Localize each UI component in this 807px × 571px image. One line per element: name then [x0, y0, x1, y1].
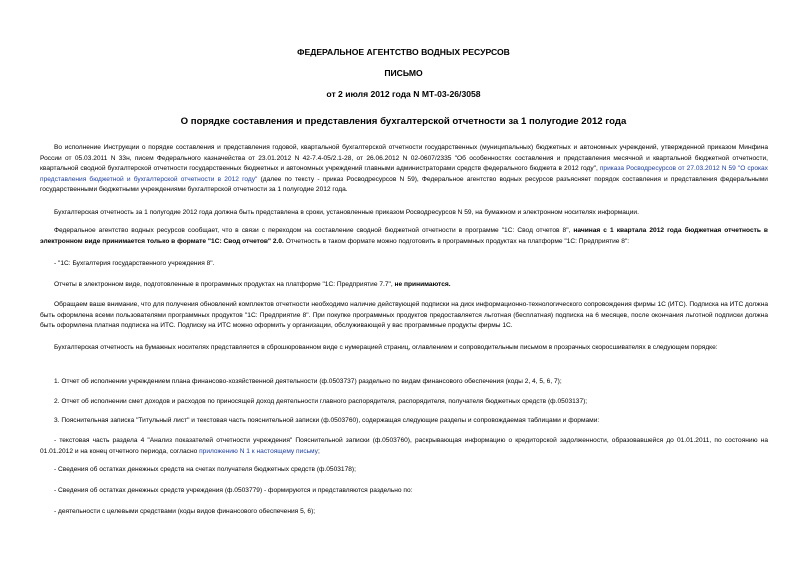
paragraph-3: [40, 226, 768, 247]
paragraph-2: Бухгалтерская отчетность за 1 полугодие 2012 года должна быть представлена в сроки, установленные приказом Росводресурсов N 59, на бумажном и электронном носителях информации.: [54, 209, 639, 216]
paragraph-4: - "1С: Бухгалтерия государственного учреждения 8".: [54, 260, 215, 267]
paragraph-13: - Сведения об остатках денежных средств учреждения (ф.0503779) - формируются и представляются раздельно по:: [54, 487, 413, 494]
order-59-link[interactable]: приказа Росводресурсов от 27.03.2012 N 59 "О сроках представления бюджетной и бухгалтерской отчетности в 2012 году": [40, 165, 768, 183]
paragraph-5-bold: не принимаются.: [394, 281, 451, 288]
paragraph-1-text-b: (далее по тексту - приказ Росводресурсов N 59), Федеральное агентство водных ресурсов разъясняет порядок составления и представления федеральными государственными бюджетными учреждениями бухгалтерской отчетности за 1 полугодие 2012 года.: [40, 175, 768, 194]
document-title: О порядке составления и представления бухгалтерской отчетности за 1 полугодие 2012 года: [180, 116, 627, 127]
paragraph-14: - деятельности с целевыми средствами (коды видов финансового обеспечения 5, 6);: [54, 508, 316, 515]
paragraph-12: - Сведения об остатках денежных средств на счетах получателя бюджетных средств (ф.0503178);: [54, 466, 356, 473]
paragraph-11: [40, 436, 768, 457]
paragraph-7: Бухгалтерская отчетность на бумажных носителях представляется в сброшюрованном виде с нумерацией страниц, оглавлением и сопроводительным письмом в прозрачных скоросшивателях в следующем порядке:: [54, 344, 718, 351]
paragraph-1-text-a: Во исполнение Инструкции о порядке составления и представления годовой, квартальной бухгалтерской отчетности государственных (муниципальных) бюджетных и автономных учреждений, утвержденной приказом Минфина России от 05.03.2011 N 33н, писем Федерального казначейства от 23.01.2012 N 42-7.4-05/2.1-28, от 26.06.2012 N 02-0607/2335 "Об особенностях составления и представления месячной и квартальной бюджетной отчетности, квартальной сводной бухгалтерской отчетности государственных бюджетных и автономных учреждений главными администраторами средств федерального бюджета в 2012 году",: [40, 144, 768, 173]
document-type: ПИСЬМО: [384, 68, 423, 78]
agency-name: ФЕДЕРАЛЬНОЕ АГЕНТСТВО ВОДНЫХ РЕСУРСОВ: [297, 47, 510, 57]
paragraph-9: 2. Отчет об исполнении смет доходов и расходов по приносящей доход деятельности главного распорядителя, распорядителя, получателя бюджетных средств (ф.0503137);: [54, 398, 588, 405]
document-date-number: от 2 июля 2012 года N МТ-03-26/3058: [326, 89, 481, 99]
paragraph-11-text-a: - текстовая часть раздела 4 "Анализ показателей отчетности учреждения" Пояснительной записки (ф.0503760), раскрывающая информацию о кредиторской задолженности, образовавшейся до 01.01.2011, по состоянию на 01.01.2012 и на конец отчетного периода, согласно: [40, 437, 768, 455]
paragraph-11-text-b: ;: [317, 447, 320, 455]
paragraph-5: [40, 280, 768, 291]
paragraph-10: 3. Пояснительная записка "Титульный лист" и текстовая часть пояснительной записки (ф.0503760), содержащая следующие разделы и сопровождаемая таблицами и формами:: [54, 417, 600, 424]
paragraph-8: 1. Отчет об исполнении учреждением плана финансово-хозяйственной деятельности (ф.0503737) раздельно по видам финансового обеспечения (коды 2, 4, 5, 6, 7);: [54, 378, 562, 385]
paragraph-6: Обращаем ваше внимание, что для получения обновлений комплектов отчетности необходимо наличие действующей подписки на диск информационно-технологического сопровождения фирмы 1С (ИТС). Подписка на ИТС должна быть оформлена всеми пользователями программных продуктов "1С: Предприятие 8". При покупке программных продуктов предоставляется льготная (бесплатная) подписка на 6 месяцев, после окончания льготной подписки должна быть оформлена платная подписка на ИТС. Подписку на ИТС можно оформить у организации, обслуживающей у вас программные продукты фирмы 1С.: [40, 301, 768, 330]
paragraph-1: [40, 143, 768, 196]
paragraph-3-text-a: Федеральное агентство водных ресурсов сообщает, что в связи с переходом на составление сводной бюджетной отчетности в программе "1С: Свод отчетов 8",: [54, 227, 574, 234]
paragraph-3-text-b: Отчетность в таком формате можно подготовить в программных продуктах на платформе "1С: Предприятие 8":: [283, 237, 630, 245]
paragraph-3-bold: начиная с 1 квартала 2012 года бюджетная отчетность в электронном виде принимается только в формате "1С: Свод отчетов" 2.0.: [40, 227, 768, 245]
appendix-1-link[interactable]: приложению N 1 к настоящему письму: [199, 447, 318, 455]
paragraph-5-text-a: Отчеты в электронном виде, подготовленные в программных продуктах на платформе "1С: Предприятие 7.7",: [54, 281, 395, 288]
